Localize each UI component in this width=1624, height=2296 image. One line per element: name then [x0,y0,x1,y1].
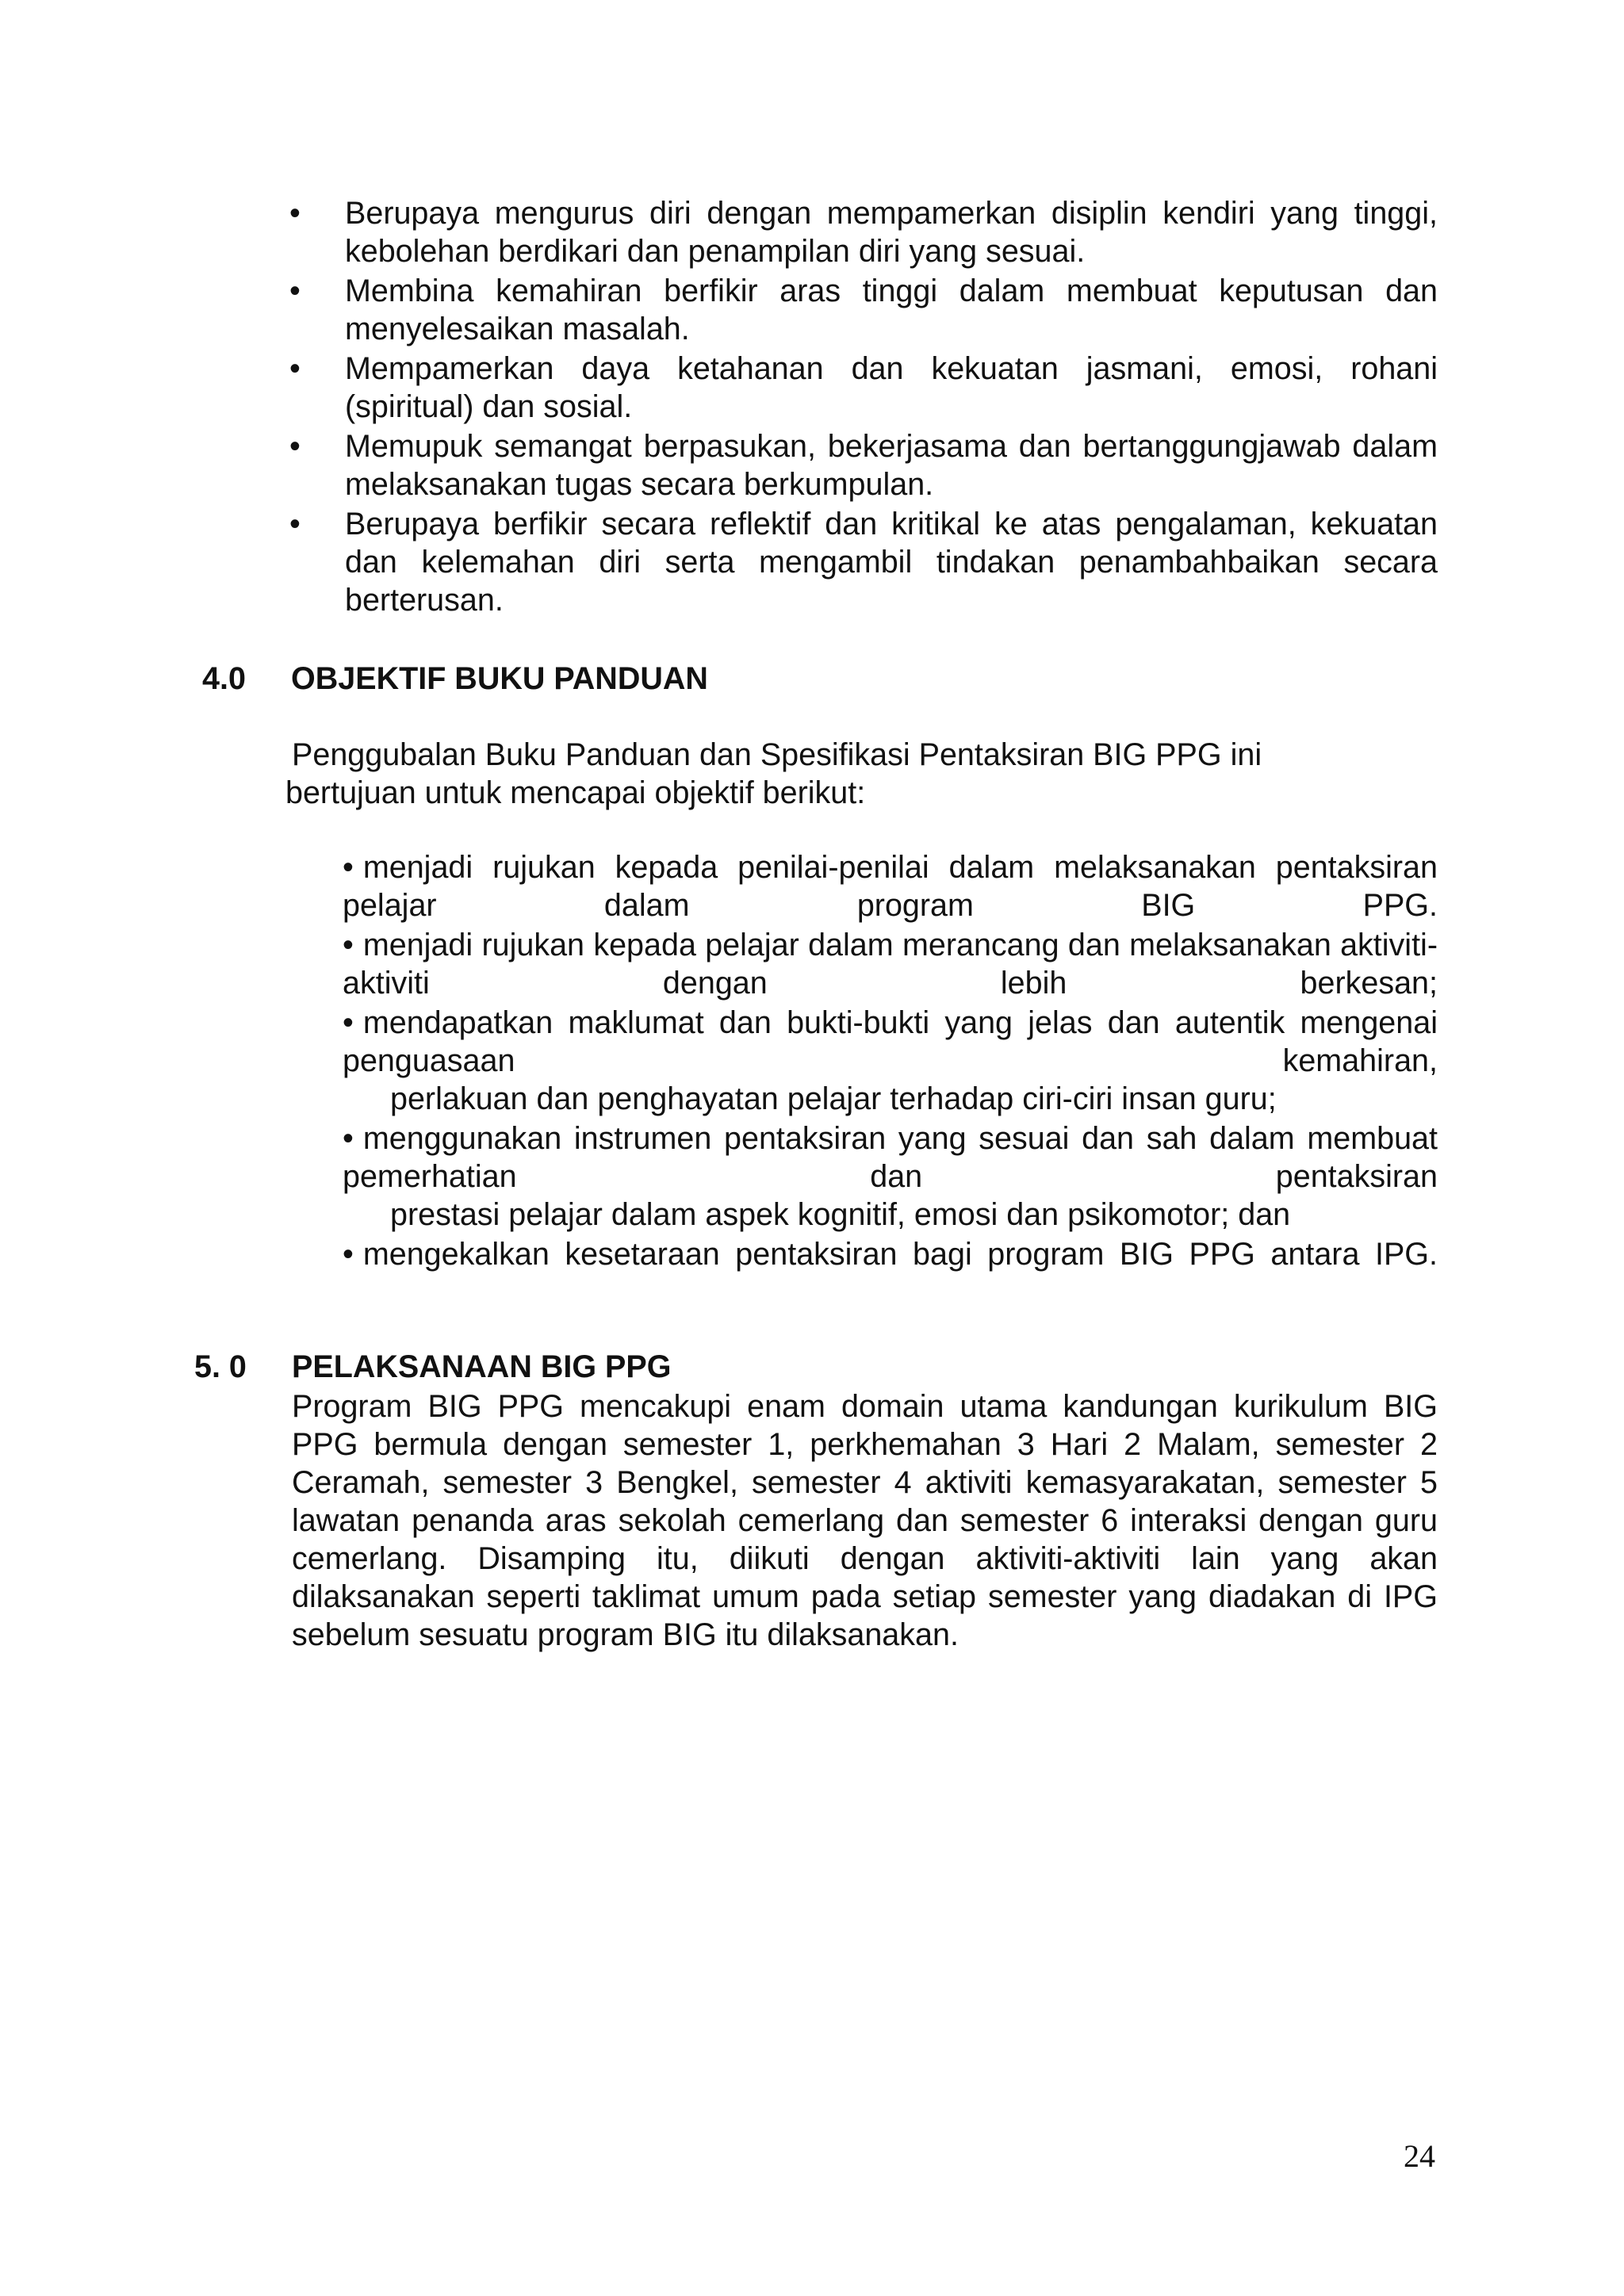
list-item-continuation: perlakuan dan penghayatan pelajar terhadap ciri-ciri insan guru; [390,1081,1277,1116]
section-4-intro-line-2: bertujuan untuk mencapai objektif berikut: [285,775,866,810]
list-item: • Mempamerkan daya ketahanan dan kekuatan jasmani, emosi, rohani (spiritual) dan sosial. [289,351,1438,424]
section-number: 5. 0 [194,1349,247,1384]
bullet-icon: • [343,1005,354,1040]
bullet-icon: • [289,196,301,231]
section-4-intro-line-1: Penggubalan Buku Panduan dan Spesifikasi Pentaksiran BIG PPG ini [292,737,1262,772]
top-bullet-list [289,194,1438,621]
section-5-heading [194,1348,1439,1387]
bullet-icon: • [289,429,301,464]
page-number: 24 [1404,2138,1435,2174]
list-item: • menjadi rujukan kepada penilai-penilai dalam melaksanakan pentaksiran pelajar dalam program BIG PPG. [343,850,1438,923]
list-item: • Membina kemahiran berfikir aras tinggi dalam membuat keputusan dan menyelesaikan masalah. [289,274,1438,346]
section-number: 4.0 [202,661,246,696]
list-item: • mendapatkan maklumat dan bukti-bukti yang jelas dan autentik mengenai penguasaan kemahiran, perlakuan dan penghayatan pelajar terhadap ciri-ciri insan guru; [343,1005,1438,1116]
list-item: • Berupaya mengurus diri dengan mempamerkan disiplin kendiri yang tinggi, kebolehan berdikari dan penampilan diri yang sesuai. [289,196,1438,269]
bullet-icon: • [343,850,354,885]
section-title: OBJEKTIF BUKU PANDUAN [291,661,708,696]
list-item-continuation: prestasi pelajar dalam aspek kognitif, emosi dan psikomotor; dan [390,1197,1291,1232]
bullet-icon: • [289,274,301,308]
bullet-icon: • [343,928,354,962]
bullet-icon: • [343,1237,354,1272]
bullet-icon: • [289,507,301,541]
bullet-icon: • [343,1121,354,1156]
bullet-icon: • [289,351,301,386]
list-item: • Berupaya berfikir secara reflektif dan kritikal ke atas pengalaman, kekuatan dan kelemahan diri serta mengambil tindakan penambahbaikan secara berterusan. [289,507,1438,618]
list-item: • menggunakan instrumen pentaksiran yang sesuai dan sah dalam membuat pemerhatian dan pentaksiran prestasi pelajar dalam aspek kognitif, emosi dan psikomotor; dan [343,1121,1438,1232]
section-5-body: Program BIG PPG mencakupi enam domain utama kandungan kurikulum BIG PPG bermula dengan semester 1, perkhemahan 3 Hari 2 Malam, semester 2 Ceramah, semester 3 Bengkel, semester 4 aktiviti kemasyarakatan, semester 5 lawatan penanda aras sekolah cemerlang dan semester 6 interaksi dengan guru cemerlang. Disamping itu, diikuti dengan aktiviti-aktiviti lain yang akan dilaksanakan seperti taklimat umum pada setiap semester yang diadakan di IPG sebelum sesuatu program BIG itu dilaksanakan. [292,1389,1438,1652]
objective-bullet-list [343,848,1438,1275]
list-item: • Memupuk semangat berpasukan, bekerjasama dan bertanggungjawab dalam melaksanakan tugas secara berkumpulan. [289,429,1438,502]
section-title: PELAKSANAAN BIG PPG [292,1349,672,1384]
list-item: • mengekalkan kesetaraan pentaksiran bagi program BIG PPG antara IPG. [343,1237,1438,1272]
list-item: • menjadi rujukan kepada pelajar dalam merancang dan melaksanakan aktiviti-aktiviti dengan lebih berkesan; [343,928,1438,1001]
section-4-heading [202,660,1439,699]
